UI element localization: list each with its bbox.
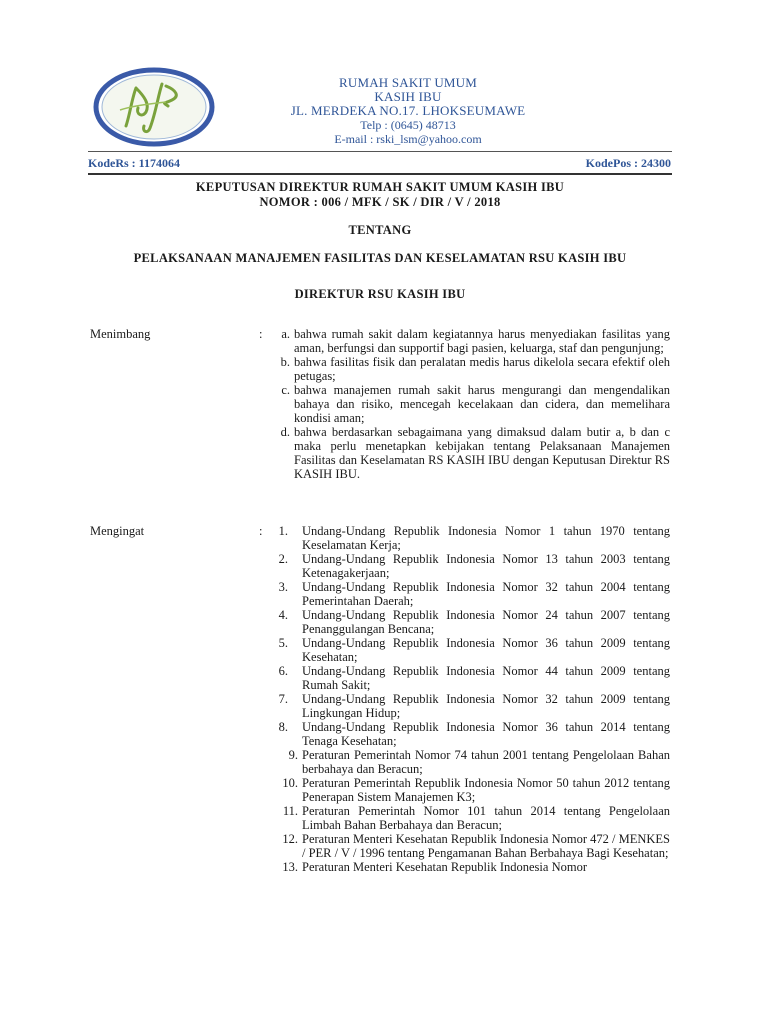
decree-title: KEPUTUSAN DIREKTUR RUMAH SAKIT UMUM KASIH IBU [195, 180, 565, 194]
item-marker: 2. [278, 552, 288, 566]
item-marker: 4. [278, 608, 288, 622]
item-text: Undang-Undang Republik Indonesia Nomor 32 tahun 2004 tentang Pemerintahan Daerah; [302, 580, 670, 608]
decree-number: NOMOR : 006 / MFK / SK / DIR / V / 2018 [259, 195, 501, 209]
hospital-name-line2: KASIH IBU [374, 89, 442, 104]
list-item [270, 692, 670, 720]
item-marker: 7. [278, 692, 288, 706]
item-text: bahwa fasilitas fisik dan peralatan medis harus dikelola secara efektif oleh petugas; [294, 355, 670, 383]
item-marker: b. [280, 355, 290, 369]
list-item [270, 636, 670, 664]
hospital-name-line1: RUMAH SAKIT UMUM [338, 75, 478, 90]
list-item [270, 383, 670, 425]
list-item [270, 355, 670, 383]
decree-issuer: DIREKTUR RSU KASIH IBU [294, 287, 466, 301]
item-text: bahwa rumah sakit dalam kegiatannya harus menyediakan fasilitas yang aman, berfungsi dan supportif bagi pasien, keluarga, staf dan pengunjung; [294, 327, 670, 355]
item-marker: 10. [282, 776, 298, 790]
hospital-address: JL. MERDEKA NO.17. LHOKSEUMAWE [290, 103, 526, 118]
list-item [270, 425, 670, 481]
item-marker: 3. [278, 580, 288, 594]
letterhead [236, 76, 580, 146]
list-item [270, 832, 670, 860]
header-divider-thick [88, 173, 672, 175]
list-item [270, 720, 670, 748]
item-text: Undang-Undang Republik Indonesia Nomor 36 tahun 2014 tentang Tenaga Kesehatan; [302, 720, 670, 748]
list-item [270, 608, 670, 636]
list-item [270, 664, 670, 692]
list-item [270, 748, 670, 776]
menimbang-label: Menimbang [90, 327, 151, 341]
item-marker: 13. [282, 860, 298, 874]
decree-subject: PELAKSANAAN MANAJEMEN FASILITAS DAN KESELAMATAN RSU KASIH IBU [133, 251, 627, 265]
item-marker: 6. [278, 664, 288, 678]
list-item [270, 524, 670, 552]
item-marker: 8. [278, 720, 288, 734]
item-marker: 9. [288, 748, 298, 762]
item-marker: 11. [282, 804, 298, 818]
list-item [270, 804, 670, 832]
item-marker: c. [281, 383, 290, 397]
item-text: Undang-Undang Republik Indonesia Nomor 36 tahun 2009 tentang Kesehatan; [302, 636, 670, 664]
item-text: Undang-Undang Republik Indonesia Nomor 24 tahun 2007 tentang Penanggulangan Bencana; [302, 608, 670, 636]
item-text: Undang-Undang Republik Indonesia Nomor 44 tahun 2009 tentang Rumah Sakit; [302, 664, 670, 692]
kode-pos: KodePos : 24300 [585, 156, 671, 170]
item-text: Undang-Undang Republik Indonesia Nomor 1 tahun 1970 tentang Keselamatan Kerja; [302, 524, 670, 552]
decree-tentang: TENTANG [348, 223, 412, 237]
list-item [270, 580, 670, 608]
item-text: bahwa berdasarkan sebagaimana yang dimaksud dalam butir a, b dan c maka perlu menetapkan kebijakan tentang Pelaksanaan Manajemen Fasilitas dan Keselamatan RS KASIH IBU dengan Keputusan Direktur RS KASIH IBU. [294, 425, 670, 481]
hospital-phone: Telp : (0645) 48713 [360, 118, 456, 132]
hospital-logo [92, 66, 216, 148]
item-text: Peraturan Pemerintah Nomor 74 tahun 2001 tentang Pengelolaan Bahan berbahaya dan Beracun; [302, 748, 670, 776]
item-text: Peraturan Pemerintah Nomor 101 tahun 2014 tentang Pengelolaan Limbah Bahan Berbahaya dan Beracun; [302, 804, 670, 832]
item-text: Peraturan Menteri Kesehatan Republik Indonesia Nomor [302, 860, 587, 874]
item-marker: 1. [278, 524, 288, 538]
list-item [270, 552, 670, 580]
mengingat-list [270, 524, 670, 874]
kode-rs: KodeRs : 1174064 [88, 156, 181, 170]
list-item [270, 776, 670, 804]
header-divider-thin [88, 151, 672, 152]
menimbang-colon: : [259, 327, 263, 341]
item-marker: 5. [278, 636, 288, 650]
mengingat-label: Mengingat [90, 524, 145, 538]
hospital-email: E-mail : rski_lsm@yahoo.com [334, 132, 482, 146]
item-marker: a. [281, 327, 290, 341]
list-item [270, 327, 670, 355]
item-text: Undang-Undang Republik Indonesia Nomor 32 tahun 2009 tentang Lingkungan Hidup; [302, 692, 670, 720]
item-text: bahwa manajemen rumah sakit harus mengurangi dan mengendalikan bahaya dan risiko, mencegah kecelakaan dan cidera, dan memelihara kondisi aman; [294, 383, 670, 425]
list-item [270, 860, 670, 874]
item-text: Peraturan Menteri Kesehatan Republik Indonesia Nomor 472 / MENKES / PER / V / 1996 tentang Pengamanan Bahan Berbahaya Bagi Kesehatan; [302, 832, 670, 860]
item-text: Undang-Undang Republik Indonesia Nomor 13 tahun 2003 tentang Ketenagakerjaan; [302, 552, 670, 580]
mengingat-colon: : [259, 524, 263, 538]
item-text: Peraturan Pemerintah Republik Indonesia Nomor 50 tahun 2012 tentang Penerapan Sistem Manajemen K3; [302, 776, 670, 804]
item-marker: d. [280, 425, 290, 439]
menimbang-list [270, 327, 670, 481]
item-marker: 12. [282, 832, 298, 846]
